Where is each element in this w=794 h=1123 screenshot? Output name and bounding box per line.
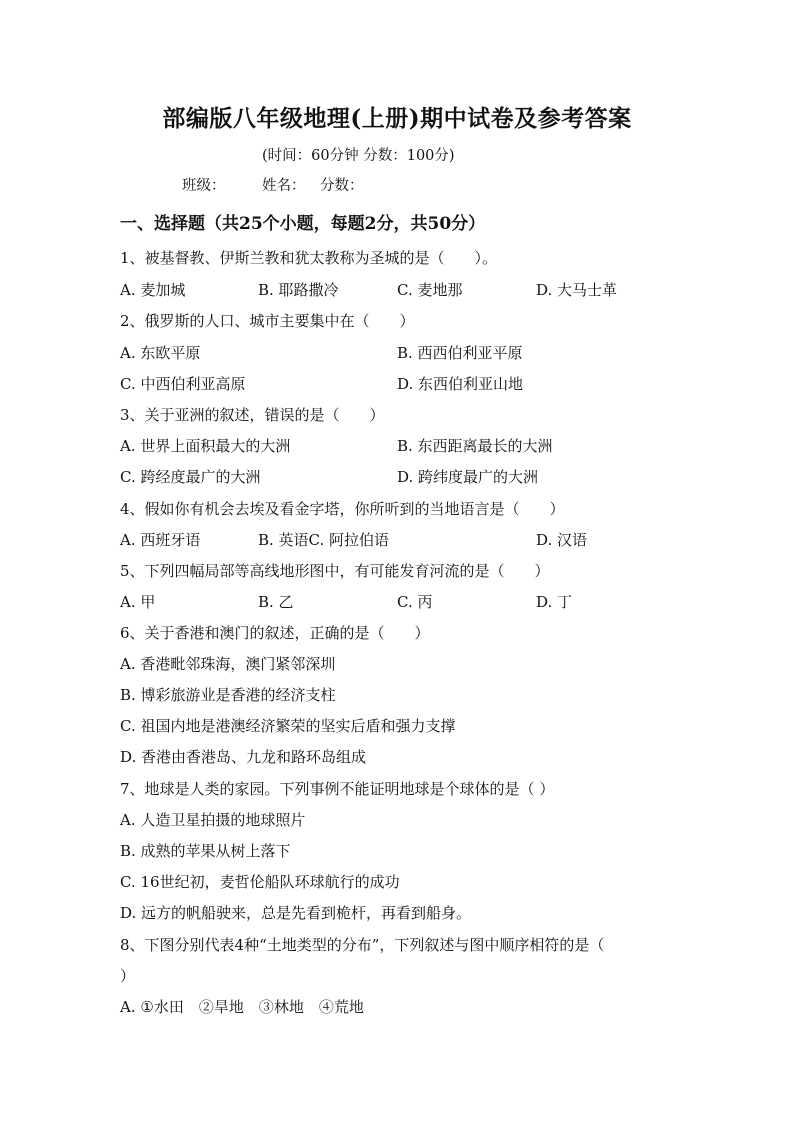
question-4-option-a: A. 西班牙语 — [120, 531, 201, 549]
question-8-stem: 8、下图分别代表4种“土地类型的分布”，下列叙述与图中顺序相符的是（ — [120, 936, 605, 954]
question-5-option-c: C. 丙 — [397, 593, 433, 611]
question-3-option-d: D. 跨纬度最广的大洲 — [397, 468, 539, 486]
question-3-option-b: B. 东西距离最长的大洲 — [397, 437, 553, 455]
question-8-stem-continued: ） — [120, 967, 136, 985]
question-1-option-b: B. 耶路撒冷 — [258, 281, 339, 299]
exam-time-score: (时间：60分钟 分数：100分) — [262, 148, 455, 164]
question-7-option-c: C. 16世纪初，麦哲伦船队环球航行的成功 — [120, 873, 400, 891]
question-5-option-b: B. 乙 — [258, 593, 294, 611]
question-1-option-d: D. 大马士革 — [536, 281, 618, 299]
question-4-option-d: D. 汉语 — [536, 531, 588, 549]
question-2-stem: 2、俄罗斯的人口、城市主要集中在（ ） — [120, 312, 415, 330]
question-6-option-b: B. 博彩旅游业是香港的经济支柱 — [120, 686, 336, 704]
question-3-stem: 3、关于亚洲的叙述，错误的是（ ） — [120, 406, 385, 424]
question-7-option-b: B. 成熟的苹果从树上落下 — [120, 842, 291, 860]
question-1-stem: 1、被基督教、伊斯兰教和犹太教称为圣城的是（ ）。 — [120, 249, 498, 267]
question-5-stem: 5、下列四幅局部等高线地形图中，有可能发育河流的是（ ） — [120, 562, 550, 580]
question-6-option-c: C. 祖国内地是港澳经济繁荣的坚实后盾和强力支撑 — [120, 717, 456, 735]
question-1-option-a: A. 麦加城 — [120, 281, 186, 299]
page-title: 部编版八年级地理(上册)期中试卷及参考答案 — [162, 105, 632, 132]
class-label: 班级： — [182, 178, 226, 194]
name-label: 姓名： — [262, 178, 306, 194]
question-7-option-a: A. 人造卫星拍摄的地球照片 — [120, 811, 306, 829]
question-8-option-a: A. ①水田 ②旱地 ③林地 ④荒地 — [120, 998, 364, 1016]
score-label: 分数： — [320, 178, 364, 194]
question-6-option-d: D. 香港由香港岛、九龙和路环岛组成 — [120, 748, 367, 766]
section-heading: 一、选择题（共25个小题，每题2分，共50分） — [120, 214, 486, 234]
question-6-stem: 6、关于香港和澳门的叙述，正确的是（ ） — [120, 624, 430, 642]
question-2-option-b: B. 西西伯利亚平原 — [397, 344, 523, 362]
question-3-option-c: C. 跨经度最广的大洲 — [120, 468, 261, 486]
question-3-option-a: A. 世界上面积最大的大洲 — [120, 437, 291, 455]
question-2-option-d: D. 东西伯利亚山地 — [397, 375, 524, 393]
question-6-option-a: A. 香港毗邻珠海，澳门紧邻深圳 — [120, 655, 336, 673]
question-5-option-d: D. 丁 — [536, 593, 573, 611]
question-1-option-c: C. 麦地那 — [397, 281, 463, 299]
question-2-option-c: C. 中西伯利亚高原 — [120, 375, 246, 393]
question-2-option-a: A. 东欧平原 — [120, 344, 201, 362]
question-4-option-bc: B. 英语C. 阿拉伯语 — [258, 531, 390, 549]
question-5-option-a: A. 甲 — [120, 593, 156, 611]
question-7-option-d: D. 远方的帆船驶来，总是先看到桅杆，再看到船身。 — [120, 904, 472, 922]
question-4-stem: 4、假如你有机会去埃及看金字塔，你所听到的当地语言是（ ） — [120, 500, 565, 518]
question-7-stem: 7、地球是人类的家园。下列事例不能证明地球是个球体的是（ ） — [120, 780, 555, 798]
